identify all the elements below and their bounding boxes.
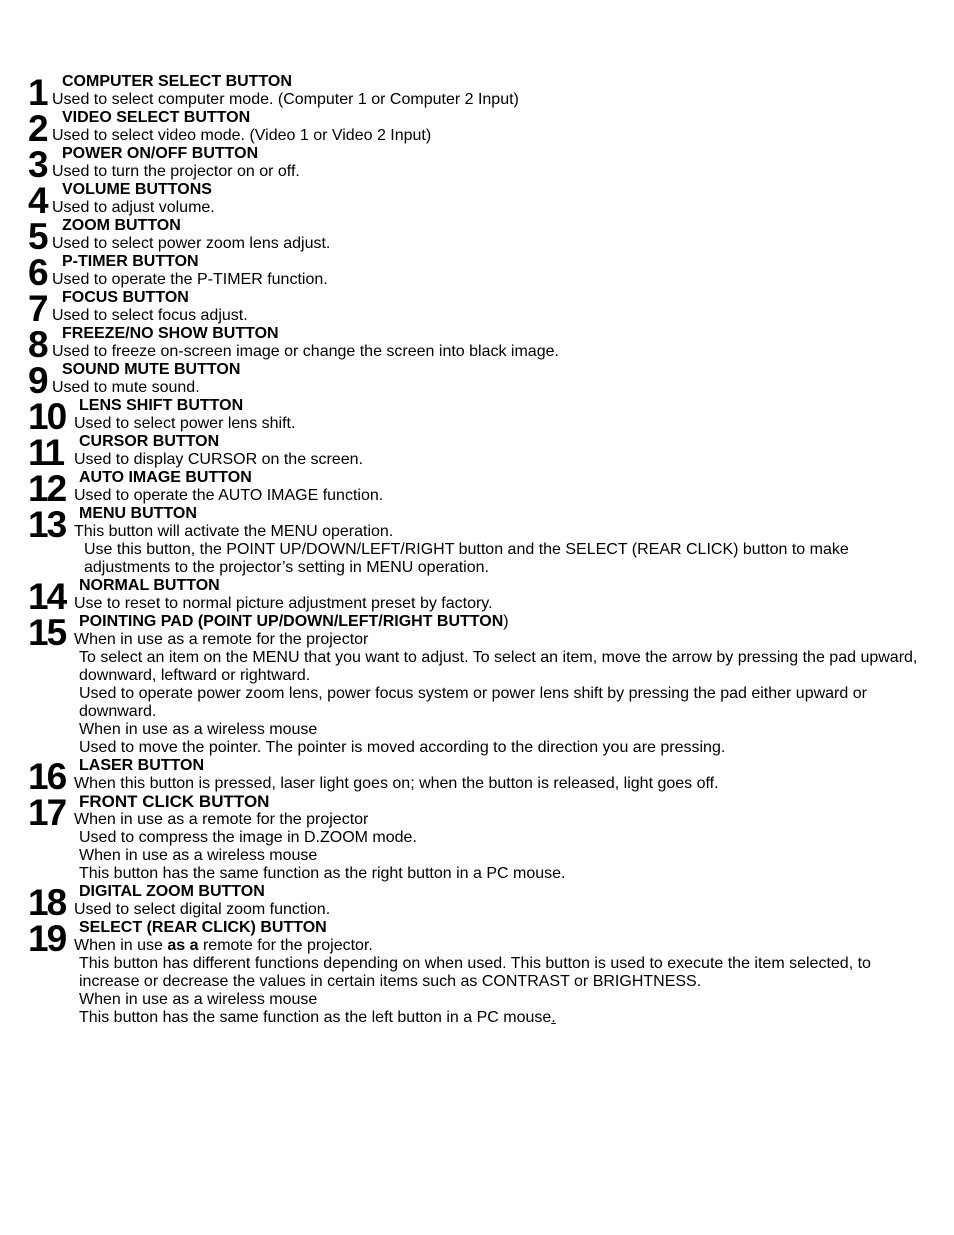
button-descriptions-page: [28, 73, 928, 1027]
detail-line: Use this button, the POINT UP/DOWN/LEFT/RIGHT button and the SELECT (REAR CLICK) button to make adjustments to the projector’s setting in MENU operation.: [84, 541, 849, 576]
item-description: Used to mute sound.: [52, 379, 200, 396]
item-3: [28, 144, 928, 185]
item-description: When this button is pressed, laser light goes on; when the button is released, light goes off.: [74, 775, 719, 792]
detail-line: This button has the same function as the right button in a PC mouse.: [79, 865, 566, 882]
item-heading: [79, 613, 509, 631]
item-17: [28, 792, 928, 833]
detail-line: This button has different functions depending on when used. This button is used to execute the item selected, to increase or decrease the values in certain items such as CONTRAST or BRIGHTNESS.: [79, 955, 871, 990]
item-4: [28, 180, 928, 221]
item-19-details: [28, 955, 929, 1027]
item-description: Used to select digital zoom function.: [74, 901, 331, 918]
detail-last-text: This button has the same function as the left button in a PC mouse: [79, 1009, 552, 1026]
item-17-details: [28, 829, 929, 883]
detail-line-last: [79, 1009, 929, 1027]
item-heading: FREEZE/NO SHOW BUTTON: [62, 325, 279, 342]
item-11: [28, 432, 928, 473]
item-description: Used to select video mode. (Video 1 or Video 2 Input): [52, 127, 432, 144]
item-heading: DIGITAL ZOOM BUTTON: [79, 883, 265, 900]
item-6: [28, 252, 928, 293]
item-12: [28, 468, 928, 509]
item-9: [28, 360, 928, 401]
item-heading: COMPUTER SELECT BUTTON: [62, 73, 292, 90]
item-number: 13: [28, 504, 66, 545]
item-number: 6: [28, 252, 47, 293]
item-description: Used to freeze on-screen image or change the screen into black image.: [52, 343, 559, 360]
item-number: 1: [28, 72, 47, 113]
item-number: 3: [28, 144, 47, 185]
item-description: When in use as a remote for the projector: [74, 811, 369, 828]
item-heading: LENS SHIFT BUTTON: [79, 397, 244, 414]
item-1: [28, 72, 928, 113]
item-heading: NORMAL BUTTON: [79, 577, 220, 594]
item-heading: FRONT CLICK BUTTON: [79, 792, 270, 811]
item-13-details: [28, 541, 929, 577]
item-number: 14: [28, 576, 66, 617]
item-15-details: [28, 649, 929, 757]
item-13: [28, 504, 928, 545]
item-description: Used to select focus adjust.: [52, 307, 248, 324]
detail-line: When in use as a wireless mouse: [79, 721, 318, 738]
item-heading: CURSOR BUTTON: [79, 433, 220, 450]
item-number: 19: [28, 918, 66, 959]
item-description: Used to select power zoom lens adjust.: [52, 235, 331, 252]
detail-line: Used to operate power zoom lens, power focus system or power lens shift by pressing the pad either upward or downward.: [79, 685, 867, 720]
item-number: 8: [28, 324, 47, 365]
item-19: [28, 918, 928, 959]
item-heading: P-TIMER BUTTON: [62, 253, 199, 270]
item-heading: VIDEO SELECT BUTTON: [62, 109, 251, 126]
item-number: 11: [28, 432, 64, 473]
detail-line: Used to move the pointer. The pointer is moved according to the direction you are pressing.: [79, 739, 726, 756]
item-heading: VOLUME BUTTONS: [62, 181, 212, 198]
item-15: [28, 612, 928, 653]
item-description: Used to adjust volume.: [52, 199, 215, 216]
item-number: 16: [28, 756, 66, 797]
item-number: 12: [28, 468, 66, 509]
item-heading: POWER ON/OFF BUTTON: [62, 145, 259, 162]
detail-line: Used to compress the image in D.ZOOM mode.: [79, 829, 417, 846]
item-description: Used to select power lens shift.: [74, 415, 296, 432]
item-heading: LASER BUTTON: [79, 757, 205, 774]
item-number: 17: [28, 792, 66, 833]
item-description: [74, 937, 373, 955]
item-description: Used to display CURSOR on the screen.: [74, 451, 364, 468]
item-heading-text: POINTING PAD (POINT UP/DOWN/LEFT/RIGHT BUTTON: [79, 613, 504, 630]
item-description: Used to select computer mode. (Computer 1 or Computer 2 Input): [52, 91, 519, 108]
item-heading: MENU BUTTON: [79, 505, 197, 522]
description-post: remote for the projector.: [198, 937, 373, 954]
item-number: 5: [28, 216, 47, 257]
item-number: 18: [28, 882, 66, 923]
item-description: Used to operate the P-TIMER function.: [52, 271, 328, 288]
item-number: 4: [28, 180, 47, 221]
item-description: When in use as a remote for the projector: [74, 631, 369, 648]
item-heading: AUTO IMAGE BUTTON: [79, 469, 252, 486]
description-pre: When in use: [74, 937, 168, 954]
item-heading-suffix: ): [503, 613, 509, 630]
item-number: 9: [28, 360, 47, 401]
item-heading: SELECT (REAR CLICK) BUTTON: [79, 919, 327, 936]
detail-line: When in use as a wireless mouse: [79, 847, 318, 864]
item-7: [28, 288, 928, 329]
item-description: This button will activate the MENU operation.: [74, 523, 394, 540]
item-heading: SOUND MUTE BUTTON: [62, 361, 241, 378]
detail-line: To select an item on the MENU that you want to adjust. To select an item, move the arrow by pressing the pad upward, downward, leftward or rightward.: [79, 649, 918, 684]
item-5: [28, 216, 928, 257]
item-18: [28, 882, 928, 923]
item-2: [28, 108, 928, 149]
item-description: Used to turn the projector on or off.: [52, 163, 300, 180]
item-number: 10: [28, 396, 66, 437]
item-14: [28, 576, 928, 617]
item-heading: ZOOM BUTTON: [62, 217, 181, 234]
item-description: Use to reset to normal picture adjustment preset by factory.: [74, 595, 493, 612]
item-8: [28, 324, 928, 365]
item-description: Used to operate the AUTO IMAGE function.: [74, 487, 384, 504]
item-number: 15: [28, 612, 66, 653]
item-10: [28, 396, 928, 437]
item-number: 7: [28, 288, 47, 329]
item-heading: FOCUS BUTTON: [62, 289, 189, 306]
item-number: 2: [28, 108, 47, 149]
item-16: [28, 756, 928, 797]
detail-last-period: .: [551, 1009, 556, 1026]
detail-line: When in use as a wireless mouse: [79, 991, 318, 1008]
description-bold: as a: [167, 937, 199, 954]
